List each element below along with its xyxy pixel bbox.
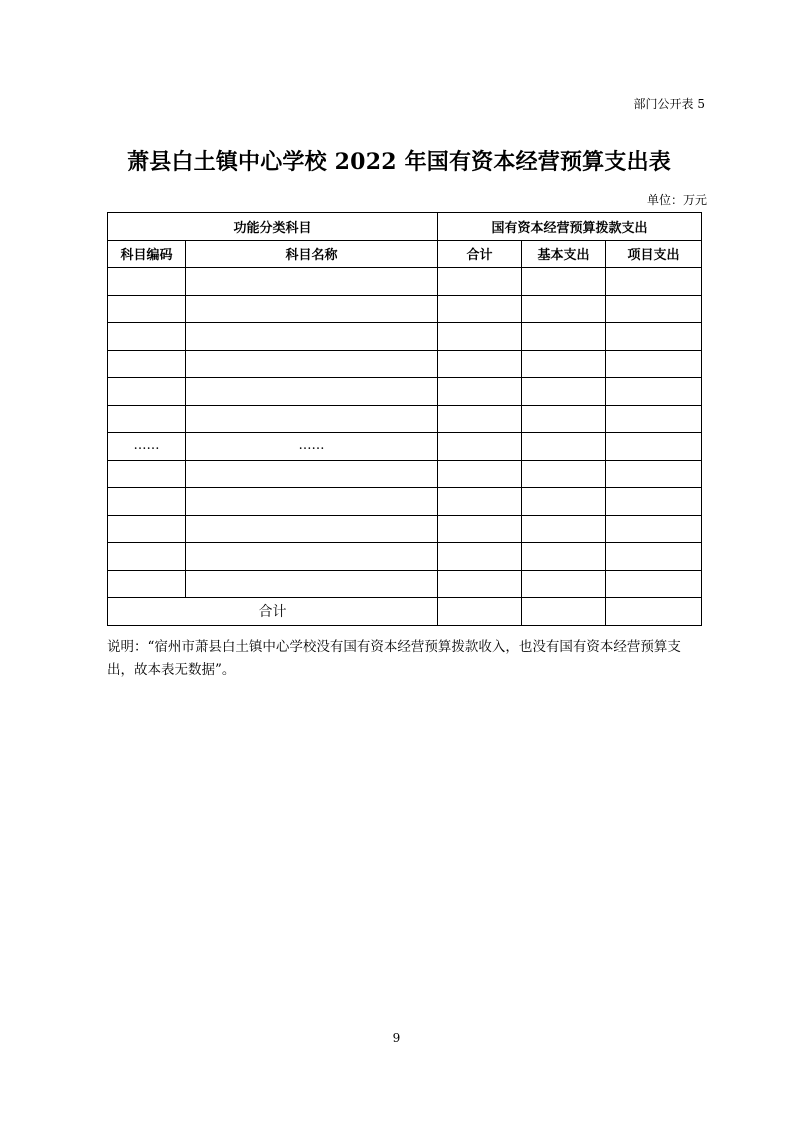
header-basic-expenditure: 基本支出 [522,240,606,268]
table-cell [438,543,522,571]
table-cell [186,323,438,351]
table-cell [438,268,522,296]
table-cell [438,295,522,323]
table-cell [186,295,438,323]
table-cell [606,405,702,433]
table-cell [522,323,606,351]
table-cell [606,543,702,571]
table-cell [186,350,438,378]
form-number: 部门公开表 5 [633,97,705,111]
table-cell [186,268,438,296]
table-cell [522,488,606,516]
table-cell [522,515,606,543]
table-cell [108,350,186,378]
total-basic-cell [522,598,606,626]
header-appropriation-expenditure: 国有资本经营预算拨款支出 [438,213,702,241]
table-cell [108,515,186,543]
table-cell [108,378,186,406]
group-header-row [108,213,702,241]
table-cell [186,570,438,598]
table-cell [606,460,702,488]
table-cell [606,295,702,323]
ellipsis-code-cell: …… [108,433,186,461]
header-subject-code: 科目编码 [108,240,186,268]
table-cell [108,323,186,351]
column-header-row [108,240,702,268]
table-cell [606,378,702,406]
table-cell [522,433,606,461]
table-cell [606,488,702,516]
table-cell [606,515,702,543]
table-row [108,405,702,433]
table-cell [606,268,702,296]
table-row [108,460,702,488]
table-row [108,488,702,516]
table-cell [186,488,438,516]
table-cell [438,350,522,378]
unit-label: 单位：万元 [646,193,707,207]
table-cell [522,543,606,571]
table-cell [606,350,702,378]
table-cell [108,295,186,323]
table-cell [108,543,186,571]
header-total: 合计 [438,240,522,268]
table-cell [606,323,702,351]
table-cell [438,570,522,598]
table-row-total [108,598,702,626]
total-cell [438,598,522,626]
table-cell [522,295,606,323]
table-cell [522,570,606,598]
table-cell [438,515,522,543]
table-row [108,350,702,378]
table-cell [438,378,522,406]
table-cell [108,460,186,488]
table-cell [108,268,186,296]
table-cell [522,350,606,378]
header-project-expenditure: 项目支出 [606,240,702,268]
table-row [108,543,702,571]
table-cell [522,405,606,433]
page-number: 9 [392,1031,401,1045]
table-row [108,323,702,351]
table-cell [522,460,606,488]
table-cell [438,405,522,433]
table-cell [186,515,438,543]
table-cell [108,570,186,598]
table-cell [186,378,438,406]
table-cell [522,378,606,406]
total-project-cell [606,598,702,626]
total-label: 合计 [108,598,438,626]
table-cell [606,433,702,461]
table-row [108,268,702,296]
table-cell [108,405,186,433]
table-cell [438,488,522,516]
table-cell [438,323,522,351]
table-row [108,378,702,406]
table-row [108,515,702,543]
table-cell [438,460,522,488]
table-cell [522,268,606,296]
table-row [108,295,702,323]
header-functional-category: 功能分类科目 [108,213,438,241]
table-cell [186,543,438,571]
budget-table [107,212,702,626]
table-cell [438,433,522,461]
ellipsis-name-cell: …… [186,433,438,461]
table-row [108,570,702,598]
table-row-ellipsis [108,433,702,461]
table-cell [606,570,702,598]
table-cell [186,405,438,433]
table-cell [186,460,438,488]
header-subject-name: 科目名称 [186,240,438,268]
table-cell [108,488,186,516]
page-title: 萧县白土镇中心学校 2022 年国有资本经营预算支出表 [127,149,671,175]
explanatory-note: 说明：“宿州市萧县白土镇中心学校没有国有资本经营预算拨款收入，也没有国有资本经营预算支出，故本表无数据”。 [107,639,681,678]
